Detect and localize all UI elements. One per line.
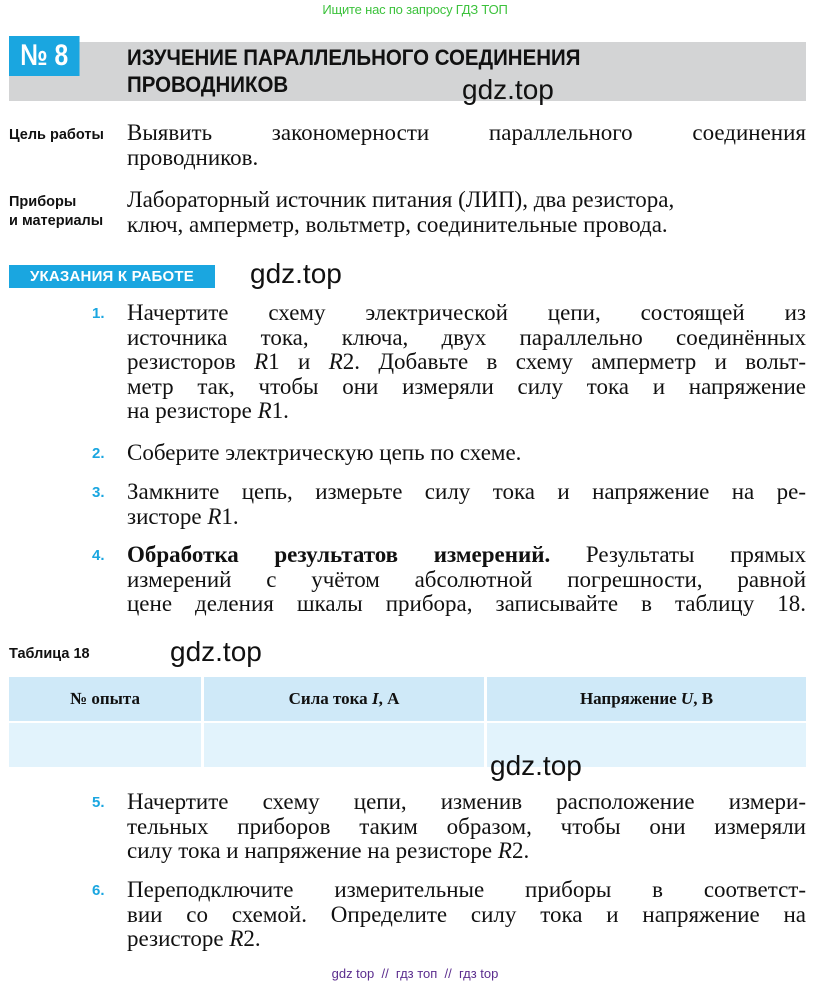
watermark: gdz.top xyxy=(250,258,342,289)
results-table xyxy=(9,677,806,767)
equipment-label-line: и материалы xyxy=(9,213,104,229)
step-number: 2. xyxy=(92,445,105,462)
step-text-line: вии со схемой. Определите силу тока и напряжение на xyxy=(127,901,806,927)
step-text-line: метр так, чтобы они измеряли силу тока и напряжение xyxy=(127,373,806,399)
header-cell-current xyxy=(204,677,487,721)
variable-symbol: R xyxy=(497,838,512,863)
step-text-line: зисторе R1. xyxy=(127,503,239,529)
step-bold-lead: Обработка результатов измерений. xyxy=(127,542,551,567)
step-text-line: измерений с учётом абсолютной погрешности, равной xyxy=(127,566,806,592)
step-text-line: резисторов R1 и R2. Добавьте в схему амперметр и вольт- xyxy=(127,349,807,374)
footer-links[interactable]: gdz top // гдз топ // гдз top xyxy=(331,966,499,981)
step-number: 3. xyxy=(92,484,105,501)
search-promo-link[interactable]: Ищите нас по запросу ГДЗ ТОП xyxy=(322,2,508,17)
header-text: № опыта xyxy=(70,689,140,708)
table-cell[interactable] xyxy=(204,723,487,767)
watermark: gdz.top xyxy=(170,636,262,667)
goal-text-line: проводников. xyxy=(127,145,259,170)
step-text-line: резисторе R2. xyxy=(127,926,261,951)
watermark: gdz.top xyxy=(462,74,554,105)
header-cell-voltage xyxy=(487,677,806,721)
equipment-label-line: Приборы xyxy=(9,194,77,210)
header-unit: , В xyxy=(693,689,714,708)
lab-number-badge: № 8 xyxy=(9,36,80,76)
table-caption: Таблица 18 xyxy=(9,646,90,662)
equipment-text-line: Лабораторный источник питания (ЛИП), два резистора, xyxy=(127,187,675,212)
page-title-line: ПРОВОДНИКОВ xyxy=(127,72,289,97)
step-text-line: Переподключите измерительные приборы в соответст- xyxy=(127,877,806,902)
step-text-line: источника тока, ключа, двух параллельно соединённых xyxy=(127,324,806,350)
step-text-line: Обработка результатов измерений. Результаты прямых xyxy=(127,542,806,567)
equipment-text-line: ключ, амперметр, вольтметр, соединительные провода. xyxy=(127,212,668,237)
step-number: 6. xyxy=(92,882,105,899)
step-text-line: тельных приборов таким образом, чтобы они измеряли xyxy=(127,813,806,839)
goal-label: Цель работы xyxy=(9,127,104,143)
header-text: Напряжение xyxy=(579,689,681,708)
table-row xyxy=(9,723,806,767)
step-number: 1. xyxy=(92,305,105,322)
page-title-line: ИЗУЧЕНИЕ ПАРАЛЛЕЛЬНОГО СОЕДИНЕНИЯ xyxy=(127,45,581,70)
step-number: 5. xyxy=(92,794,105,811)
step-number: 4. xyxy=(92,547,105,564)
variable-symbol: R xyxy=(328,349,343,374)
variable-symbol: U xyxy=(680,689,694,708)
header-cell-experiment-number xyxy=(9,677,204,721)
header-text: Сила тока xyxy=(288,689,372,708)
goal-text-line: Выявить закономерности параллельного соединения xyxy=(127,120,806,145)
step-text-line: на резисторе R1. xyxy=(127,398,289,423)
variable-symbol: R xyxy=(257,398,272,423)
variable-symbol: I xyxy=(371,689,379,708)
step-text-line: силу тока и напряжение на резисторе R2. xyxy=(127,838,530,863)
step-text-line: Замкните цепь, измерьте силу тока и напряжение на ре- xyxy=(127,479,806,504)
step-text-line: Начертите схему цепи, изменив расположение измери- xyxy=(127,789,806,814)
table-cell[interactable] xyxy=(9,723,204,767)
step-text-line: Начертите схему электрической цепи, состоящей из xyxy=(127,300,806,325)
equipment-label xyxy=(9,193,103,231)
watermark: gdz.top xyxy=(490,750,582,781)
variable-symbol: R xyxy=(229,926,244,951)
step-text-line: цене деления шкалы прибора, записывайте в таблицу 18. xyxy=(127,591,806,616)
header-unit: , А xyxy=(378,689,400,708)
step-text-line: Соберите электрическую цепь по схеме. xyxy=(127,440,522,465)
variable-symbol: R xyxy=(254,349,269,374)
instructions-banner: УКАЗАНИЯ К РАБОТЕ xyxy=(9,265,215,288)
variable-symbol: R xyxy=(207,503,222,529)
table-header-row xyxy=(9,677,806,721)
